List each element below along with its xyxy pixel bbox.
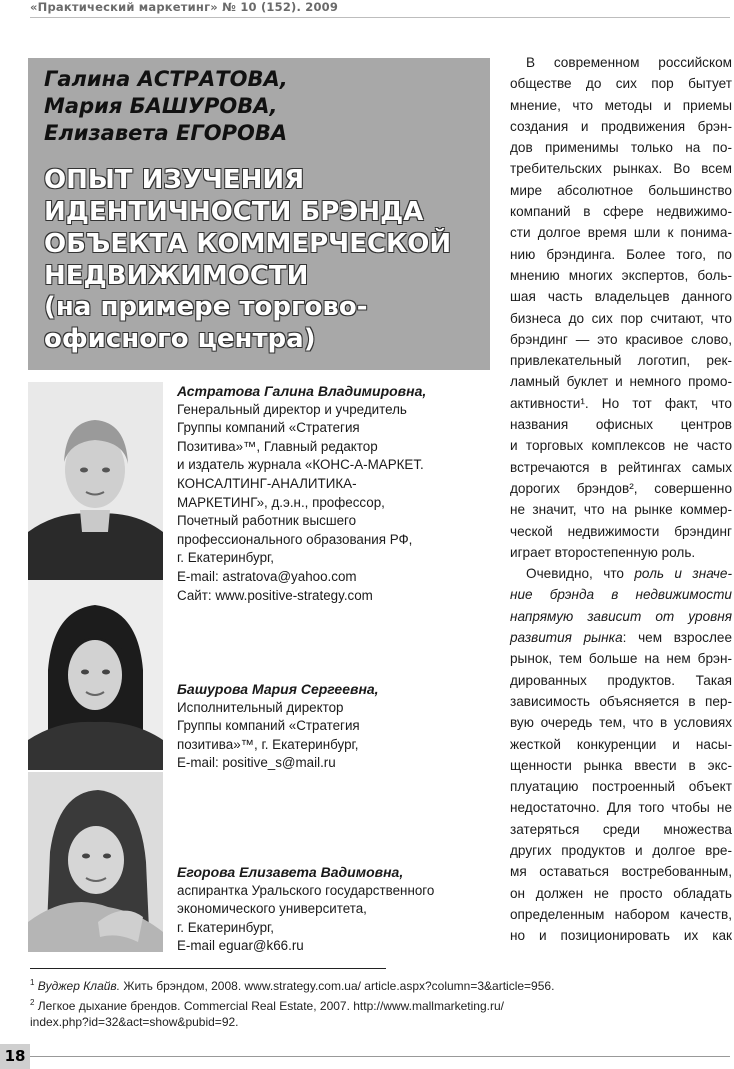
article-body	[510, 52, 732, 946]
author-photo-astratova	[28, 382, 163, 582]
article-authors	[44, 66, 484, 147]
body-line: играет второстепенную роль.	[510, 544, 696, 560]
email-link[interactable]: E-mail: positive_s@mail.ru	[177, 755, 336, 771]
body-line: плуатацию построенный объект	[510, 779, 732, 795]
bio-line: аспирантка Уральского государственного	[177, 882, 435, 898]
body-line: щенности рынка ввести в экс-	[510, 757, 732, 773]
body-line: мнение, что методы и приемы	[510, 97, 732, 113]
body-line: вую очередь тем, что в условиях	[510, 715, 732, 731]
body-line: сти долгое время шли к понима-	[510, 225, 732, 241]
body-line: обществе до сих пор бытует	[510, 76, 732, 92]
author-name: Астратова Галина Владимировна,	[177, 383, 427, 399]
body-line: привлекательный логотип, рек-	[510, 353, 732, 369]
body-emphasis-line: ние брэнда в недвижимости	[510, 587, 732, 603]
bio-line: КОНСАЛТИНГ-АНАЛИТИКА-	[177, 475, 357, 491]
body-line: зависимость объясняется в пер-	[510, 693, 732, 709]
body-line: требительских рынках. Во всем	[510, 161, 732, 177]
body-fragment: : чем взрослее	[622, 630, 733, 646]
body-line-mixed	[510, 563, 732, 584]
body-line: жесткой конкуренции и насы-	[510, 736, 732, 752]
body-emphasis: роль и значе-	[634, 566, 732, 582]
body-line: брэндинг — это красивое слово,	[510, 331, 732, 347]
footnote-1	[30, 975, 730, 995]
author-line: Мария БАШУРОВА,	[44, 94, 278, 118]
body-line: дов применимы только на по-	[510, 140, 732, 156]
bio-line: г. Екатеринбург,	[177, 550, 275, 566]
body-line: не значит, что на рынке коммер-	[510, 502, 732, 518]
author-line: Елизавета ЕГОРОВА	[44, 121, 288, 145]
body-line: названия офисных центров	[510, 417, 732, 433]
body-line: активности¹. Но тот факт, что	[510, 395, 732, 411]
running-header: «Практический маркетинг» № 10 (152). 2009	[30, 0, 339, 14]
title-line: ОБЪЕКТА КОММЕРЧЕСКОЙ	[44, 229, 452, 259]
body-emphasis: развития рынка	[510, 630, 623, 646]
author-photo-egorova	[28, 772, 163, 952]
author-photo-bashurova	[28, 580, 163, 770]
author-bio-astratova	[177, 382, 477, 605]
body-line: дорогих брэндов², совершенно	[510, 480, 732, 496]
body-line: затеряться среди множества	[510, 821, 732, 837]
article-title	[44, 164, 484, 292]
body-line: дированных продуктов. Такая	[510, 672, 732, 688]
author-line: Галина АСТРАТОВА,	[44, 67, 288, 91]
article-subtitle	[44, 291, 484, 355]
body-line: мя оставаться востребованным,	[510, 864, 732, 880]
title-line: НЕДВИЖИМОСТИ	[44, 261, 309, 291]
body-line: встречаются в рейтингах самых	[510, 459, 732, 475]
author-name: Егорова Елизавета Вадимовна,	[177, 864, 404, 880]
body-line-mixed	[510, 627, 732, 648]
body-line: мире абсолютное большинство	[510, 182, 732, 198]
bio-line: г. Екатеринбург,	[177, 919, 275, 935]
body-fragment: Очевидно, что	[526, 566, 635, 582]
footnote-text[interactable]: Легкое дыхание брендов. Commercial Real Estate, 2007. http://www.mallmarketing.ru/	[34, 998, 504, 1013]
author-name: Башурова Мария Сергеевна,	[177, 681, 379, 697]
subtitle-line: офисного центра)	[44, 324, 316, 354]
body-line: создания и продвижения брэн-	[510, 118, 732, 134]
body-line: В современном российском	[526, 55, 732, 70]
footnote-mark: 2	[30, 997, 35, 1007]
author-bio-egorova	[177, 863, 477, 956]
body-line: но и позиционировать их как	[510, 928, 732, 944]
title-line: ОПЫТ ИЗУЧЕНИЯ	[44, 165, 305, 195]
bio-line: Исполнительный директор	[177, 699, 344, 715]
footnote-divider	[30, 968, 386, 969]
body-line: и торговых комплексов не часто	[510, 438, 732, 454]
footnote-author: Вуджер Клайв.	[37, 979, 121, 993]
body-line: определенным набором качеств,	[510, 906, 732, 922]
body-line: других продуктов и долгое вре-	[510, 842, 732, 858]
body-line: ческой недвижимости брэндинг	[510, 523, 732, 539]
body-line: недостаточно. Для того чтобы не	[510, 800, 732, 816]
bio-line: экономического университета,	[177, 901, 367, 917]
bio-line: Позитива»™, Главный редактор	[177, 438, 378, 454]
footnote-text[interactable]: Жить брэндом, 2008. www.strategy.com.ua/ article.aspx?column=3&article=956.	[120, 979, 555, 993]
body-line: он должен не просто обладать	[510, 885, 732, 901]
body-line: ламный буклет и немного промо-	[510, 374, 732, 390]
body-line: рынок, тем больше на нем брэн-	[510, 651, 732, 667]
footnote-2	[30, 995, 730, 1015]
bio-line: Группы компаний «Стратегия	[177, 718, 360, 734]
email-link[interactable]: E-mail: astratova@yahoo.com	[177, 568, 357, 584]
footer-divider	[30, 1056, 730, 1057]
bio-line: Группы компаний «Стратегия	[177, 420, 360, 436]
bio-line: Почетный работник высшего	[177, 513, 357, 529]
bio-line: профессионального образования РФ,	[177, 531, 413, 547]
author-bio-bashurova	[177, 680, 477, 773]
header-divider	[30, 17, 730, 18]
bio-line: позитива»™, г. Екатеринбург,	[177, 736, 359, 752]
bio-line: Генеральный директор и учредитель	[177, 401, 407, 417]
title-line: ИДЕНТИЧНОСТИ БРЭНДА	[44, 197, 424, 227]
body-line: мнению многих экспертов, боль-	[510, 267, 732, 283]
bio-line: и издатель журнала «КОНС-А-МАРКЕТ.	[177, 457, 424, 473]
body-line: бизнеса до сих пор считают, что	[510, 310, 732, 326]
body-emphasis-line: напрямую зависит от уровня	[510, 608, 732, 624]
footnote-2-cont[interactable]: index.php?id=32&act=show&pubid=92.	[30, 1015, 239, 1030]
bio-line: МАРКЕТИНГ», д.э.н., профессор,	[177, 494, 385, 510]
footnotes	[30, 975, 730, 1031]
website-link[interactable]: Сайт: www.positive-strategy.com	[177, 587, 373, 603]
body-line: шая часть владельцев данного	[510, 289, 732, 305]
body-line: нию брэндинга. Более того, по	[510, 246, 732, 262]
email-link[interactable]: E-mail eguar@k66.ru	[177, 938, 304, 954]
footnote-mark: 1	[30, 978, 35, 987]
body-line: компаний в сфере недвижимо-	[510, 204, 732, 220]
subtitle-line: (на примере торгово-	[44, 292, 368, 322]
page-number: 18	[0, 1044, 30, 1069]
